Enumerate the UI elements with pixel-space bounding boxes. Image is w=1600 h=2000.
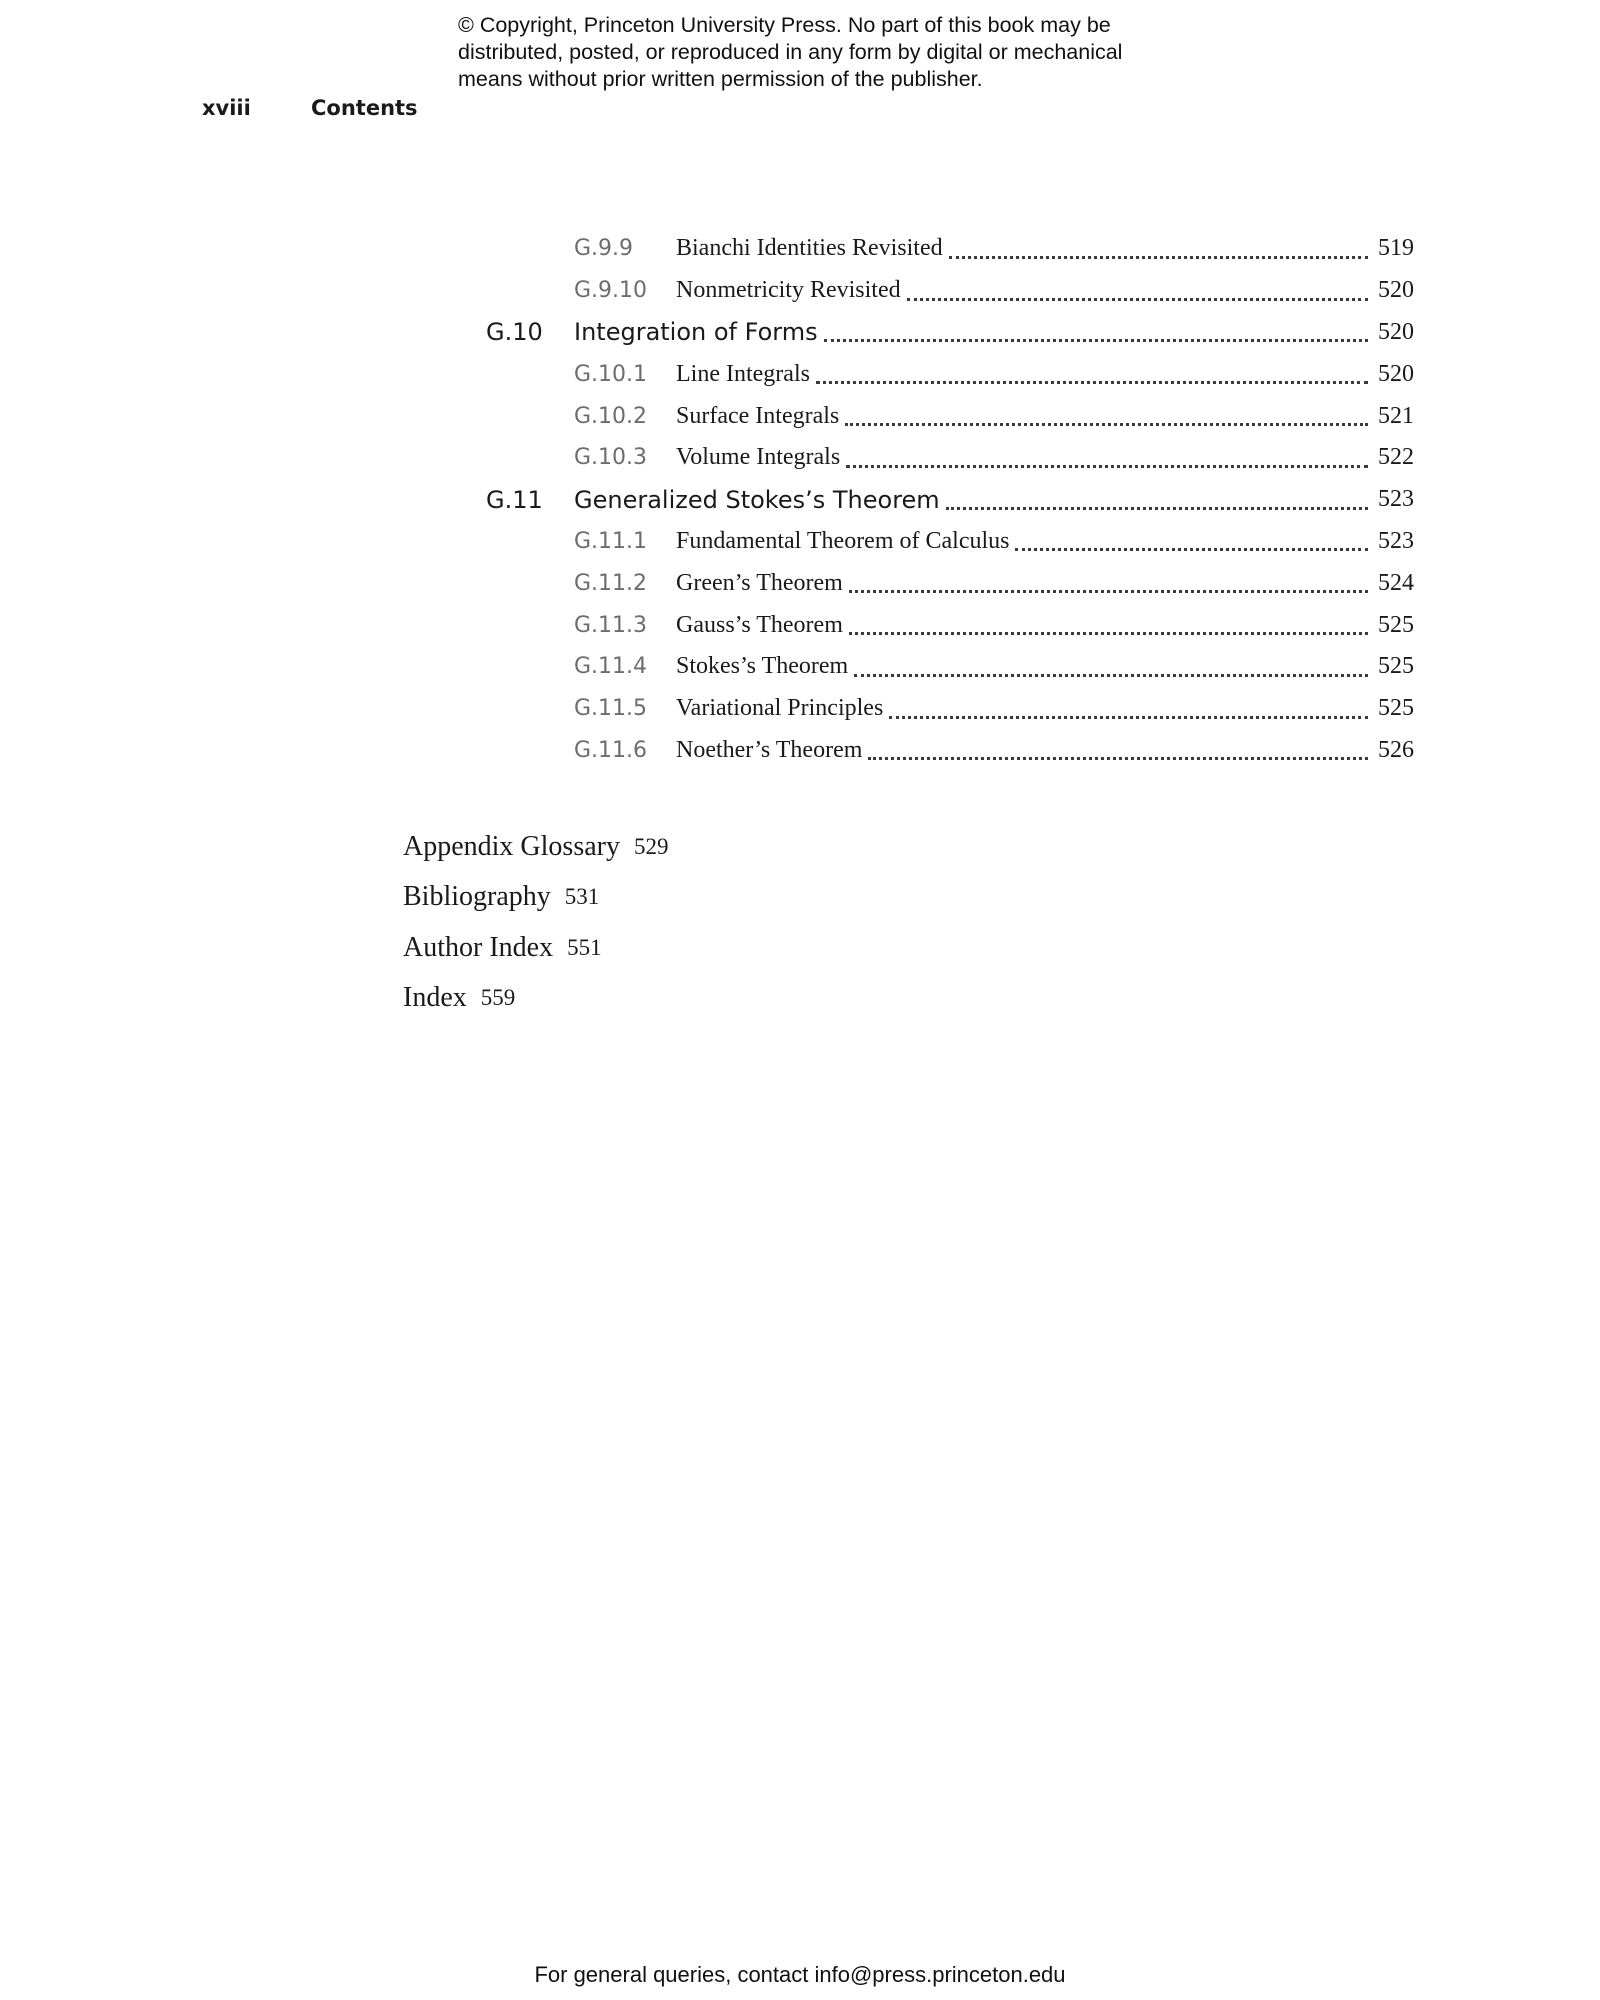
- back-matter-title: Author Index: [403, 931, 554, 963]
- toc-entry[interactable]: [486, 312, 1414, 354]
- footer-contact: For general queries, contact info@press.princeton.edu: [534, 1962, 1066, 1987]
- dot-leader: [949, 255, 1368, 259]
- toc-entry-number: G.11.4: [574, 654, 648, 680]
- toc-entry[interactable]: [486, 604, 1414, 646]
- toc-entry-page: 525: [1378, 653, 1414, 680]
- toc-entry-number: G.9.9: [574, 236, 634, 262]
- dot-leader: [946, 506, 1368, 510]
- toc-entry[interactable]: [486, 562, 1414, 604]
- toc-entry-number: G.11.3: [574, 612, 648, 638]
- toc-entry-title: Integration of Forms: [574, 318, 818, 347]
- toc-entry-page: 524: [1378, 569, 1414, 596]
- dot-leader: [824, 338, 1368, 342]
- toc-entry[interactable]: [486, 730, 1414, 772]
- toc-entry-page: 523: [1378, 527, 1414, 554]
- toc-entry-number: G.10.1: [574, 361, 648, 387]
- toc-entry-page: 522: [1378, 444, 1414, 471]
- dot-leader: [1015, 547, 1368, 551]
- back-matter-title: Bibliography: [403, 881, 551, 913]
- toc-entry-title: Variational Principles: [676, 695, 884, 722]
- dot-leader: [868, 756, 1368, 760]
- toc-entry-number: G.11.5: [574, 696, 648, 722]
- toc-entry-page: 525: [1378, 611, 1414, 638]
- back-matter-entry[interactable]: [403, 923, 668, 973]
- toc-entry-number: G.10.2: [574, 403, 648, 429]
- toc-entry[interactable]: [486, 479, 1414, 521]
- toc-entry-title: Fundamental Theorem of Calculus: [676, 527, 1010, 554]
- table-of-contents: [486, 228, 1414, 771]
- running-head-title: Contents: [311, 96, 418, 120]
- toc-entry-page: 525: [1378, 695, 1414, 722]
- copyright-line-1: © Copyright, Princeton University Press. No part of this book may be: [458, 13, 1111, 37]
- toc-entry-number: G.11: [486, 485, 543, 514]
- dot-leader: [889, 715, 1368, 719]
- back-matter-title: Appendix Glossary: [403, 831, 620, 863]
- toc-entry-page: 526: [1378, 736, 1414, 763]
- toc-entry-number: G.10: [486, 318, 543, 347]
- running-head: [0, 96, 1600, 126]
- toc-entry-page: 520: [1378, 277, 1414, 304]
- toc-entry-title: Gauss’s Theorem: [676, 611, 843, 638]
- dot-leader: [849, 589, 1368, 593]
- toc-entry-page: 519: [1378, 235, 1414, 262]
- toc-entry-title: Generalized Stokes’s Theorem: [574, 485, 940, 514]
- toc-entry[interactable]: [486, 353, 1414, 395]
- toc-entry-page: 520: [1378, 318, 1414, 345]
- dot-leader: [907, 297, 1368, 301]
- toc-entry-number: G.10.3: [574, 445, 648, 471]
- toc-entry-number: G.11.1: [574, 528, 648, 554]
- back-matter-page: 559: [480, 985, 516, 1011]
- toc-entry[interactable]: [486, 646, 1414, 688]
- dot-leader: [854, 673, 1368, 677]
- toc-entry-page: 523: [1378, 486, 1414, 513]
- page-folio: xviii: [202, 96, 251, 120]
- back-matter-page: 531: [564, 884, 600, 910]
- toc-entry[interactable]: [486, 270, 1414, 312]
- back-matter-entry[interactable]: [403, 973, 668, 1023]
- toc-entry-title: Nonmetricity Revisited: [676, 277, 901, 304]
- toc-entry-title: Volume Integrals: [676, 444, 841, 471]
- toc-entry-number: G.9.10: [574, 278, 648, 304]
- toc-entry-page: 521: [1378, 402, 1414, 429]
- toc-entry-title: Noether’s Theorem: [676, 736, 863, 763]
- back-matter-entry[interactable]: [403, 872, 668, 922]
- toc-entry[interactable]: [486, 228, 1414, 270]
- toc-entry-page: 520: [1378, 360, 1414, 387]
- toc-entry[interactable]: [486, 395, 1414, 437]
- toc-entry-title: Surface Integrals: [676, 402, 840, 429]
- back-matter-page: 551: [567, 934, 602, 960]
- dot-leader: [845, 422, 1368, 426]
- back-matter-page: 529: [633, 834, 669, 860]
- back-matter-list: [403, 822, 668, 1023]
- toc-entry[interactable]: [486, 521, 1414, 563]
- dot-leader: [816, 380, 1368, 384]
- toc-entry-number: G.11.6: [574, 737, 648, 763]
- copyright-line-3: means without prior written permission of the publisher.: [458, 67, 983, 91]
- dot-leader: [846, 464, 1368, 468]
- toc-entry-title: Stokes’s Theorem: [676, 653, 849, 680]
- toc-entry[interactable]: [486, 437, 1414, 479]
- toc-entry-title: Green’s Theorem: [676, 569, 843, 596]
- toc-entry-title: Line Integrals: [676, 360, 810, 387]
- toc-entry-number: G.11.2: [574, 570, 648, 596]
- toc-entry-title: Bianchi Identities Revisited: [676, 235, 943, 262]
- copyright-notice: [458, 12, 1218, 93]
- copyright-line-2: distributed, posted, or reproduced in any form by digital or mechanical: [458, 40, 1123, 64]
- dot-leader: [849, 631, 1368, 635]
- back-matter-title: Index: [403, 982, 467, 1014]
- toc-entry[interactable]: [486, 688, 1414, 730]
- back-matter-entry[interactable]: [403, 822, 668, 872]
